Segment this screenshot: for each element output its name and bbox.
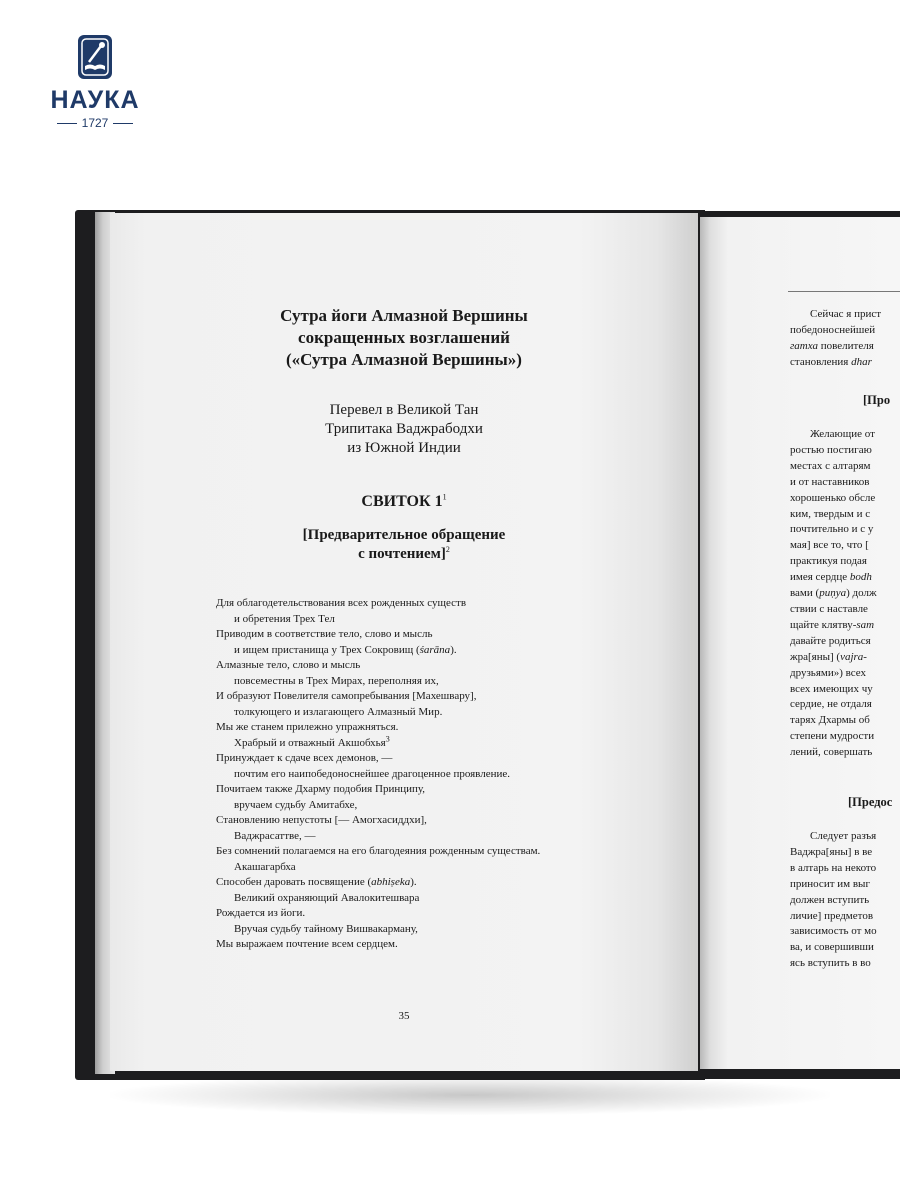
verse-line: Рождается из йоги.	[216, 907, 306, 919]
verse-line: Храбрый и отважный Акшобхья$^3$	[234, 733, 390, 749]
verse-line: повсеместны в Трех Мирах, переполняя их,	[234, 674, 439, 687]
verse-line: вручаем судьбу Амитабхе,	[234, 798, 358, 811]
verse-text	[216, 596, 686, 953]
verse-line: И образуют Повелителя самопребывания [Махешвару],	[216, 690, 477, 702]
publisher-year: 1727	[40, 116, 150, 130]
verse-line: Почитаем также Дхарму подобия Принципу,	[216, 783, 426, 795]
verse-line: почтим его наипобедоноснейшее драгоценное проявление.	[234, 767, 511, 780]
verse-line: Для облагодетельствования всех рожденных существ	[216, 597, 467, 609]
verse-line: Приводим в соответствие тело, слово и мысль	[216, 628, 433, 640]
footnote-marker: 1	[442, 492, 447, 502]
verse-line: Великий охраняющий Авалокитешвара	[234, 891, 420, 904]
scroll-heading: СВИТОК $1^1$	[361, 492, 447, 510]
translator-credit: Перевел в Великой Тан Трипитака Ваджрабодхи из Южной Индии	[325, 402, 483, 456]
verse-line: Способен даровать посвящение (abhiṣeka).	[216, 876, 417, 888]
verse-line: Мы выражаем почтение всем сердцем.	[216, 938, 398, 950]
verse-line: Принуждает к сдаче всех демонов, —	[216, 752, 393, 764]
paragraph: Сейчас я прист победоноснейшей гатха повелителя становления dhar	[790, 308, 882, 368]
verse-line: Ваджрасаттве, —	[234, 829, 316, 842]
paragraph: Следует разъя Ваджра[яны] в ве в алтарь на некото приносит им выг должен вступить личие] предметов зависимость от мо ва, и совершивши ясь вступить в во	[790, 830, 877, 970]
page-title: Сутра йоги Алмазной Вершины сокращенных возглашений («Сутра Алмазной Вершины»)	[280, 306, 528, 369]
footnote-marker: 2	[445, 545, 450, 554]
verse-line: Алмазные тело, слово и мысль	[216, 659, 361, 671]
section-heading: [Предварительное обращение с почтением]$^2$	[302, 527, 506, 562]
verse-line: Становлению непустоты [— Амогхасиддхи],	[216, 814, 427, 826]
verse-line: Без сомнений полагаемся на его благодеяния рожденным существам.	[216, 845, 541, 857]
paragraph: Желающие от ростью постигаю местах с алтарям и от наставников хорошенько обсле ким, твердым и с почтительно и с у мая] все то, что [ практикуя подая имея сердце bodh вами (puṇya) долж ствии с наставле щайте клятву-sam давайте родиться жра[яны] (vajra- друзьями») всех всех имеющих чу сердие, не отдаля тарях Дхармы об степени мудрости лений, совершать	[790, 428, 877, 759]
left-page	[110, 213, 698, 1071]
page-number: 35	[398, 1010, 410, 1022]
book-shadow	[110, 1075, 830, 1115]
right-page	[700, 217, 900, 1069]
verse-line: Вручая судьбу тайному Вишвакарману,	[234, 922, 418, 935]
header-rule	[788, 291, 900, 292]
publisher-name: НАУКА	[50, 86, 140, 114]
section-heading: [Предос	[848, 795, 893, 809]
verse-line: и ищем пристанища у Трех Сокровищ (śarāna).	[234, 643, 457, 656]
book-torch-icon	[77, 34, 113, 80]
verse-line: толкующего и излагающего Алмазный Мир.	[234, 705, 443, 718]
verse-line: Мы же станем прилежно упражняться.	[216, 721, 399, 733]
verse-line: и обретения Трех Тел	[234, 612, 335, 625]
publisher-logo	[40, 34, 150, 130]
section-heading: [Про	[863, 393, 891, 407]
footnote-marker: 3	[385, 733, 390, 743]
verse-line: Акашагарбха	[234, 860, 296, 873]
